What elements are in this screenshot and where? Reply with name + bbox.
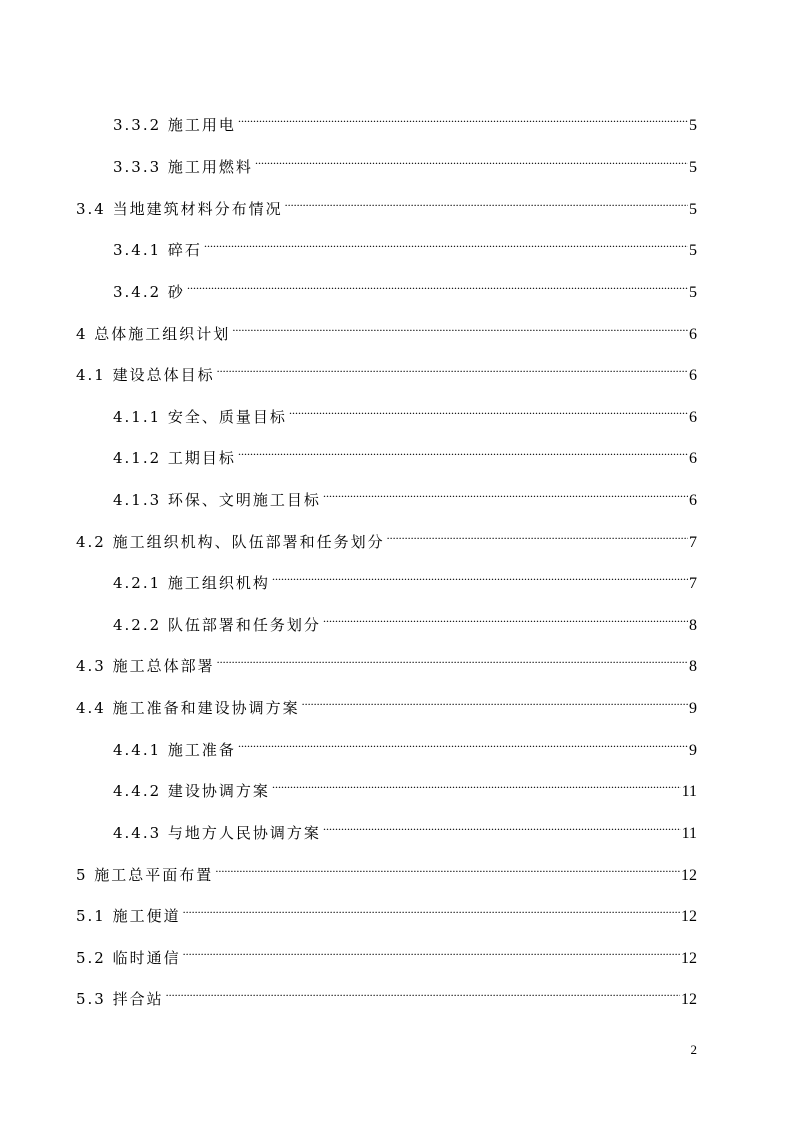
toc-entry-label: 4.4 施工准备和建设协调方案 [76, 699, 300, 717]
toc-entry-label: 3.4 当地建筑材料分布情况 [76, 200, 283, 218]
toc-entry-label: 4.2.2 队伍部署和任务划分 [113, 616, 321, 634]
toc-entry-label: 4.1 建设总体目标 [76, 366, 215, 384]
toc-entry[interactable] [0, 852, 794, 884]
toc-leader-dots [323, 477, 688, 505]
toc-entry[interactable] [0, 352, 794, 384]
toc-entry-label: 3.3.2 施工用电 [113, 116, 236, 134]
toc-entry-label: 5.1 施工便道 [76, 907, 181, 925]
toc-entry[interactable] [0, 768, 794, 800]
page-number: 2 [690, 1042, 697, 1057]
toc-entry-label: 4.2.1 施工组织机构 [113, 574, 270, 592]
toc-entry-page: 6 [689, 326, 697, 343]
toc-entry-label: 3.3.3 施工用燃料 [113, 158, 253, 176]
toc-leader-dots [232, 311, 688, 339]
toc-entry-page: 12 [681, 950, 697, 967]
toc-entry[interactable] [0, 227, 794, 259]
toc-leader-dots [302, 685, 688, 713]
toc-entry-label: 3.4.2 砂 [113, 283, 185, 301]
toc-entry[interactable] [0, 311, 794, 343]
toc-leader-dots [204, 227, 688, 255]
toc-leader-dots [272, 768, 681, 796]
toc-entry[interactable] [0, 102, 794, 134]
toc-entry-page: 6 [689, 450, 697, 467]
toc-entry-label: 4.4.1 施工准备 [113, 741, 236, 759]
toc-entry-label: 5.2 临时通信 [76, 949, 181, 967]
toc-leader-dots [187, 269, 688, 297]
toc-entry[interactable] [0, 144, 794, 176]
toc-leader-dots [183, 893, 680, 921]
toc-entry[interactable] [0, 186, 794, 218]
toc-entry-page: 12 [681, 991, 697, 1008]
toc-entry-page: 6 [689, 367, 697, 384]
toc-leader-dots [217, 643, 688, 671]
toc-leader-dots [217, 352, 688, 380]
toc-entry-page: 11 [681, 825, 697, 842]
toc-entry-label: 4.4.3 与地方人民协调方案 [113, 824, 321, 842]
toc-leader-dots [238, 435, 688, 463]
toc-entry-label: 4.1.1 安全、质量目标 [113, 408, 287, 426]
toc-entry-page: 8 [689, 617, 697, 634]
toc-leader-dots [289, 394, 688, 422]
toc-entry-label: 5 施工总平面布置 [76, 866, 214, 884]
toc-entry-page: 7 [689, 534, 697, 551]
toc-leader-dots [285, 186, 688, 214]
toc-entry-page: 5 [689, 117, 697, 134]
toc-entry-page: 5 [689, 201, 697, 218]
toc-entry[interactable] [0, 560, 794, 592]
toc-entry-page: 5 [689, 284, 697, 301]
toc-entry[interactable] [0, 477, 794, 509]
toc-entry[interactable] [0, 893, 794, 925]
toc-entry[interactable] [0, 810, 794, 842]
toc-entry[interactable] [0, 727, 794, 759]
toc-leader-dots [166, 976, 680, 1004]
toc-entry-page: 5 [689, 159, 697, 176]
toc-entry[interactable] [0, 935, 794, 967]
toc-leader-dots [215, 852, 680, 880]
toc-leader-dots [323, 602, 688, 630]
toc-entry-label: 4.1.2 工期目标 [113, 449, 236, 467]
toc-leader-dots [183, 935, 680, 963]
toc-entry-page: 9 [689, 742, 697, 759]
toc-entry-page: 5 [689, 242, 697, 259]
toc-entry-label: 4.3 施工总体部署 [76, 657, 215, 675]
toc-leader-dots [272, 560, 688, 588]
toc-entry[interactable] [0, 435, 794, 467]
toc-entry-label: 4 总体施工组织计划 [76, 325, 231, 343]
toc-entry-page: 11 [681, 783, 697, 800]
toc-entry-label: 4.2 施工组织机构、队伍部署和任务划分 [76, 533, 385, 551]
toc-entry[interactable] [0, 602, 794, 634]
toc-leader-dots [387, 519, 688, 547]
toc-entry-page: 6 [689, 492, 697, 509]
toc-entry[interactable] [0, 976, 794, 1008]
toc-entry[interactable] [0, 685, 794, 717]
toc-entry-page: 9 [689, 700, 697, 717]
toc-entry-label: 5.3 拌合站 [76, 990, 164, 1008]
toc-entry-page: 6 [689, 409, 697, 426]
toc-entry[interactable] [0, 519, 794, 551]
toc-leader-dots [238, 727, 688, 755]
toc-leader-dots [255, 144, 688, 172]
toc-entry-page: 12 [681, 867, 697, 884]
toc-entry-page: 7 [689, 575, 697, 592]
toc-entry[interactable] [0, 643, 794, 675]
toc-entry-label: 4.1.3 环保、文明施工目标 [113, 491, 321, 509]
toc-entry-label: 3.4.1 碎石 [113, 241, 202, 259]
toc-entry-page: 12 [681, 908, 697, 925]
toc-entry-label: 4.4.2 建设协调方案 [113, 782, 270, 800]
toc-entry[interactable] [0, 394, 794, 426]
toc-entry-page: 8 [689, 658, 697, 675]
toc-leader-dots [323, 810, 681, 838]
toc-leader-dots [238, 102, 688, 130]
toc-entry[interactable] [0, 269, 794, 301]
